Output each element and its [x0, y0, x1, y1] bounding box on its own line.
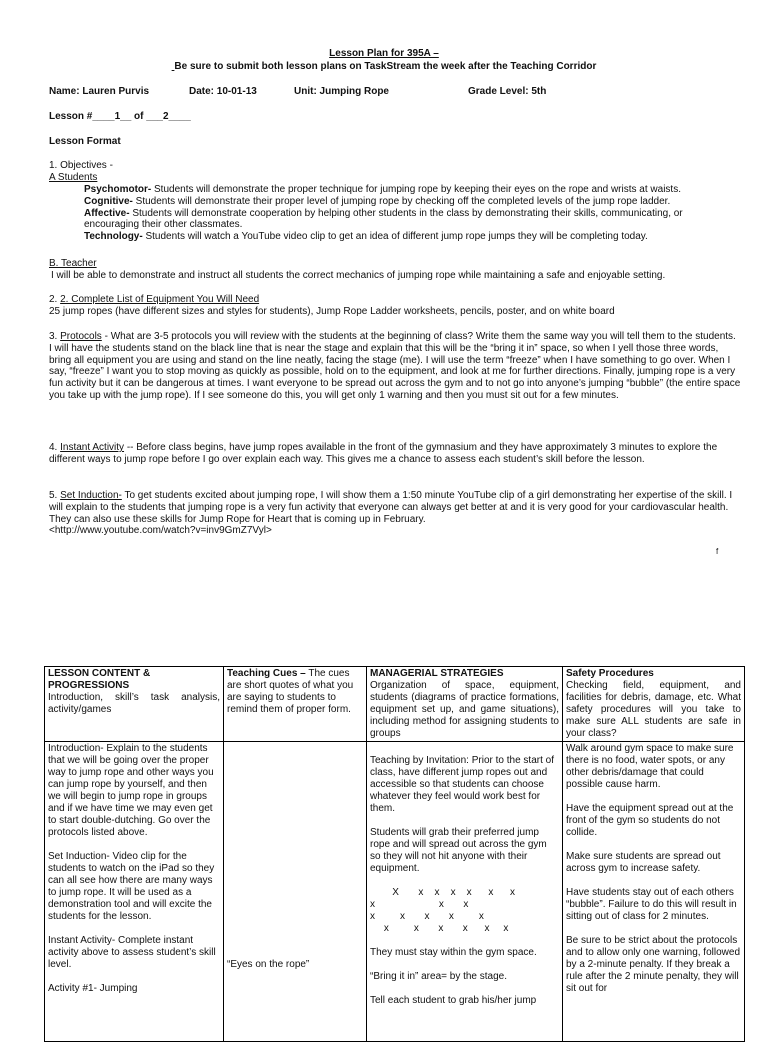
psychomotor-objective: Psychomotor- Students will demonstrate the proper technique for jumping rope by keeping their eyes on the rope and wrists at waists.: [84, 184, 681, 195]
page-title: Lesson Plan for 395A –: [329, 48, 439, 59]
objectives-heading: 1. Objectives -: [49, 160, 113, 171]
technology-objective: Technology- Students will watch a YouTube video clip to get an idea of different jump rope jumps they will be completing today.: [84, 231, 648, 243]
students-objectives: [84, 184, 724, 243]
instant-activity-section: 4. Instant Activity -- Before class begins, have jump ropes available in the front of the gymnasium and they have approximately 3 minutes to explore the different ways to jump rope before I go over explain each way. This gives me a chance to assess each student’s skill before the lesson.: [49, 442, 718, 465]
cues-cell: [224, 742, 367, 1042]
page-subtitle: Be sure to submit both lesson plans on TaskStream the week after the Teaching Corridor: [174, 61, 597, 72]
equipment-heading: 2. 2. Complete List of Equipment You Will Need: [49, 294, 260, 305]
students-heading: A Students: [49, 172, 98, 183]
lesson-format-heading: Lesson Format: [49, 136, 121, 147]
teacher-heading: B. Teacher: [49, 258, 97, 269]
grade-level: Grade Level: 5th: [468, 86, 547, 97]
content-header: LESSON CONTENT & PROGRESSIONS Introduction, skill’s task analysis, activity/games: [45, 667, 224, 742]
managerial-header: MANAGERIAL STRATEGIES Organization of space, equipment, students (diagrams of practice formations, equipment set up, and game situations), including method for assigning students to groups: [367, 667, 563, 742]
teacher-name: Name: Lauren Purvis: [49, 86, 150, 97]
lesson-number: Lesson #____1__ of ___2____: [49, 111, 191, 122]
protocols-text: I will have the students stand on the black line that is near the stage and explain that this will be the “bring it in” space, so when I yell those three words, bring all equipment you are using and stand on the line neatly, facing the stage (me). I will use the term “freeze” when I have something to go over. When I say, “freeze” I want you to stop moving as quickly as possible, hold on to the equipment, and look at me for further directions. Finally, jumping rope is a very fun activity but it can be dangerous at times. I want everyone to be spread out across the gym and to not go into anyone’s jumping “bubble” (the entire space you take up with the jump rope). If I see someone do this, you will get only 1 warning and then you must sit out for a few minutes.: [49, 342, 741, 401]
formation-diagram: X x x x x x x x x x x x x x x x x x x x x: [370, 887, 516, 934]
protocols-question: 3. Protocols - What are 3-5 protocols you will review with the students at the beginning of class? Write them the same way you will tell them to the students.: [49, 331, 736, 342]
table-header-row: [45, 667, 745, 742]
protocols-section: [49, 331, 741, 402]
teacher-objective: I will be able to demonstrate and instruct all students the correct mechanics of jumping rope while maintaining a safe and enjoyable setting.: [51, 270, 666, 281]
set-induction-section: 5. Set Induction- To get students excited about jumping rope, I will show them a 1:50 minute YouTube clip of a girl demonstrating her expertise of the skill. I will explain to the students that jumping rope is a very fun activity that everyone can always get better at and it is very good for your cardiovascular health. They can also use these skills for Jump Rope for Heart that is coming up in February. <http://www.youtube.com/watch?v=inv9GmZ7Vyl>: [49, 490, 743, 537]
video-link[interactable]: <http://www.youtube.com/watch?v=inv9GmZ7Vyl>: [49, 525, 272, 537]
unit-name: Unit: Jumping Rope: [294, 86, 389, 97]
table-row: [45, 742, 745, 1042]
footnote-mark: f: [716, 547, 719, 556]
cues-header: Teaching Cues – The cues are short quotes of what you are saying to students to remind them of proper form.: [224, 667, 367, 742]
safety-header: Safety Procedures Checking field, equipment, and facilities for debris, damage, etc. What safety procedures will you take to make sure ALL students are safe in your class?: [563, 667, 745, 742]
lesson-date: Date: 10-01-13: [189, 86, 257, 97]
affective-objective: Affective- Students will demonstrate cooperation by helping other students in the class by demonstrating their skills, communicating, or encouraging their other classmates.: [84, 207, 683, 231]
safety-cell: Walk around gym space to make sure there is no food, water spots, or any other debris/damage that could possible cause harm. Have the equipment spread out at the front of the gym so students do not collide. Make sure students are spread out across gym to increase safety. Have students stay out of each others “bubble”. Failure to do this will result in sitting out of class for 2 minutes. Be sure to be strict about the protocols and to allow only one warning, followed by a 2-minute penalty. If they break a rule after the 2 minute penalty, they will sit out for: [563, 742, 745, 1042]
managerial-cell: Teaching by Invitation: Prior to the start of class, have different jump ropes out and accessible so that students can choose whatever they feel would work best for them. Students will grab their preferred jump rope and will spread out across the gym so they will not hit anyone with their equipment. X x x x x x x x x x x x x x x x x x x x x They must stay within the gym space. “Bring it in” area= by the stage. Tell each student to grab his/her jump: [367, 742, 563, 1042]
cognitive-objective: Cognitive- Students will demonstrate their proper level of jumping rope by checking off the completed levels of the jump rope ladder.: [84, 195, 671, 207]
content-cell: Introduction- Explain to the students that we will be going over the proper way to jump rope and other ways you can jump rope by yourself, and then we will begin to jump rope in groups and if we have time we may even get to start double-dutching. Go over the protocols listed above. Set Induction- Video clip for the students to watch on the iPad so they can all see how there are many ways to jump rope. It will be used as a demonstration tool and will excite the students for the lesson. Instant Activity- Complete instant activity above to assess student’s skill level. Activity #1- Jumping: [45, 742, 224, 1042]
cue-text: “Eyes on the rope”: [227, 959, 310, 970]
equipment-list: 25 jump ropes (have different sizes and styles for students), Jump Rope Ladder worksheets, pencils, poster, and on white board: [49, 306, 615, 317]
lesson-table: [44, 666, 745, 1042]
